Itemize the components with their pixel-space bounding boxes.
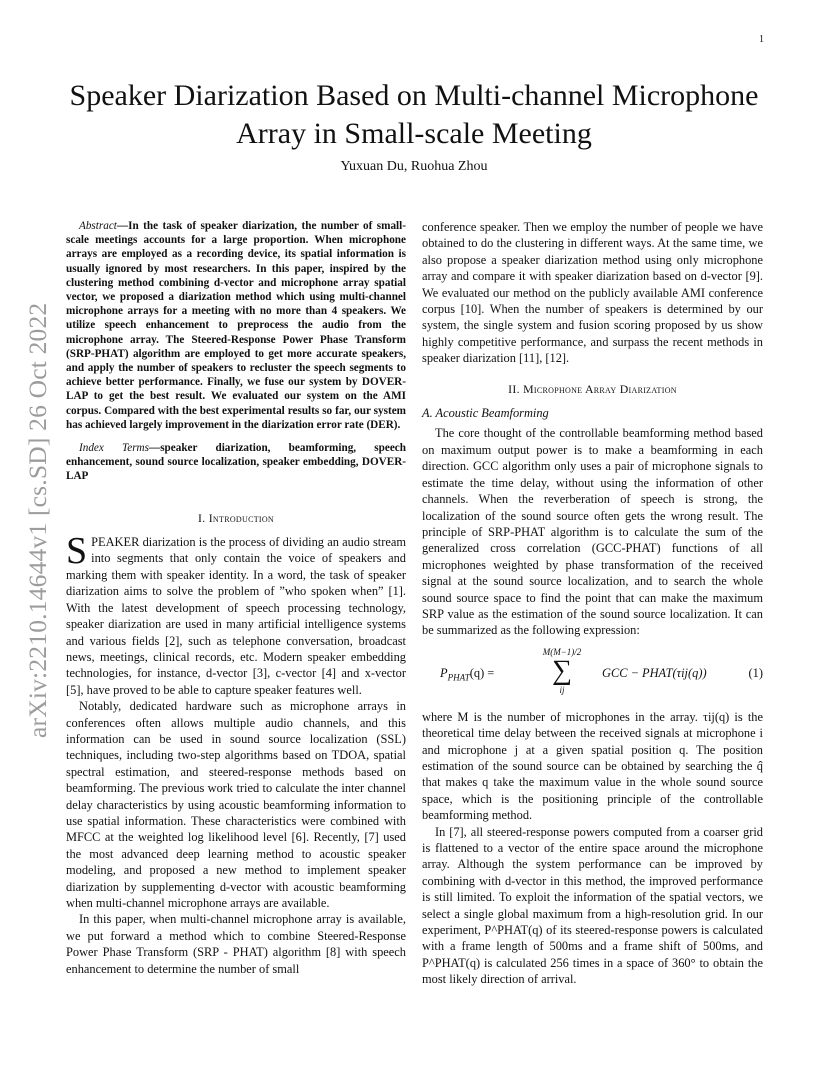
- intro-paragraph-4: conference speaker. Then we employ the number of people we have obtained to do the clustering in different ways. At the same time, we also propose a speaker diarization method using only microphone array and compare it with speaker diarization based on d-vector [9]. We evaluated our method on the publicly available AMI conference corpus [10]. When the number of speakers is determined by our system, the single system and fusion scoring proposed by us show highly competitive performance, and surpass the recent methods in speaker diarization [11], [12].: [422, 220, 763, 366]
- page-number: 1: [759, 34, 764, 45]
- beamforming-paragraph-2: where M is the number of microphones in the array. τij(q) is the theoretical time delay between the received signals at microphone i and microphone j at a given spatial position q. The position estimation of the sound source can be obtained by searching the q̂ that makes q take the maximum value in the whole sound source space, which is the positioning principle of the controllable beamforming method.: [422, 709, 763, 823]
- beamforming-paragraph-1: The core thought of the controllable beamforming method based on maximum output power is to make a beamforming in each direction. GCC algorithm only uses a pair of microphone signals to estimate the time delay, without using the information of other channels. When the reverberation of speech is strong, the localization of the sound source often gets the wrong result. The principle of SRP-PHAT algorithm is to calculate the sum of the generalized cross correlation (GCC-PHAT) functions of all microphones weighted by phase transformation of the received signal at the sound source localization, and to search the whole sound source space to find the point that can make the maximum SRP value as the estimation of the sound source localization. It can be summarized as the following expression:: [422, 426, 763, 638]
- intro-paragraph-1: [66, 530, 406, 698]
- index-terms: [66, 441, 406, 484]
- abstract: [66, 219, 406, 432]
- intro-paragraph-2: Notably, dedicated hardware such as microphone arrays in conferences often allows multiple audio channels, and this information can be used in sound source localization (SSL) techniques, including two-step algorithms based on TDOA, spatial spectral estimation, and steered-response methods based on beamforming. The previous work tried to calculate the inter channel delay characteristics by using acoustic beamforming information to use spatial information. These characteristics were combined with MFCC at the weighted log likelihood level [6]. Recently, [7] used the most advanced deep learning method to acoustic speaker modeling, and proposed a new method to implement speaker diarization by supplementing d-vector with acoustic beamforming when multi-channel microphone arrays are available.: [66, 699, 406, 910]
- equation-number: (1): [748, 665, 763, 680]
- equation-lhs: $P_{PHAT}(q)$ =: [440, 665, 495, 683]
- index-terms-label: Index Terms: [79, 442, 149, 455]
- intro-paragraph-1-text: PEAKER diarization is the process of dividing an audio stream into segments that only contain the voice of speakers and marking them with speaker identity. In a word, the task of speaker diarization aims to solve the problem of ”who spoken when” [1]. With the latest development of speech processing technology, speaker diarization are used in many artificial intelligence systems and various fields [2], such as telephone conversation, broadcast news, meetings, clinical records, etc. Modern speaker embedding technologies, for instance, d-vector [3], c-vector [4] and x-vector [5], have proved to be able to capture speaker features well.: [66, 535, 406, 697]
- index-terms-text: —speaker diarization, beamforming, speech enhancement, sound source localization, speaker embedding, DOVER-LAP: [66, 442, 406, 483]
- left-column: [66, 219, 406, 977]
- beamforming-paragraph-3: In [7], all steered-response powers computed from a coarser grid is flattened to a vector of the entire space around the microphone array. Although the system performance can be improved by combining with d-vector in this method, the improved performance is still limited. To exploit the information of the spatial vectors, we select a single global maximum from a high-resolution grid. In our experiment, P^PHAT(q) of its steered-response powers is calculated with a frame length of 500ms and a frame shift of 500ms, and P^PHAT(q) is calculated 256 times in a space of 360° to obtain the most likely direction of arrival.: [422, 824, 763, 987]
- arxiv-identifier[interactable]: arXiv:2210.14644v1 [cs.SD] 26 Oct 2022: [23, 302, 52, 738]
- drop-cap-letter: S: [66, 530, 88, 573]
- equation-rhs: GCC − PHAT(τij(q)): [602, 665, 707, 680]
- abstract-text: —In the task of speaker diarization, the number of small-scale meetings accounts for a large proportion. When microphone arrays are employed as a recording device, its spatial information is usually ignored by most researchers. In this paper, inspired by the clustering method combining d-vector and microphone array spatial vector, we proposed a diarization method which using multi-channel microphone arrays for a meeting with no more than 4 speakers. We utilize speech enhancement to preprocess the audio from the microphone array. The Steered-Response Power Phase Transform (SRP-PHAT) algorithm are employed to get more accurate speakers, and apply the number of speakers to recluster the speech segments to achieve better performance. Finally, we fuse our system by DOVER-LAP to get the best result. We evaluated our system on the AMI corpus. Compared with the best experimental results so far, our system has achieved largely improvement in the diarization error rate (DER).: [66, 220, 406, 431]
- section-heading-microphone-array: II. Microphone Array Diarization: [508, 381, 677, 396]
- intro-paragraph-3: In this paper, when multi-channel microphone array is available, we put forward a method which to combine Steered-Response Power Phase Transform (SRP - PHAT) algorithm [8] with speech enhancement to determine the number of small: [66, 912, 406, 976]
- abstract-label: Abstract: [79, 220, 117, 232]
- right-column: [422, 219, 763, 988]
- paper-authors: Yuxuan Du, Ruohua Zhou: [340, 159, 488, 174]
- summation-symbol: M(M−1)/2 ∑ ij: [542, 646, 582, 695]
- paper-title: Speaker Diarization Based on Multi-channel Microphone Array in Small-scale Meeting: [69, 79, 759, 150]
- section-heading-introduction: I. Introduction: [197, 510, 275, 525]
- subsection-heading-acoustic-beamforming: A. Acoustic Beamforming: [422, 406, 549, 421]
- equation-1: [422, 643, 763, 705]
